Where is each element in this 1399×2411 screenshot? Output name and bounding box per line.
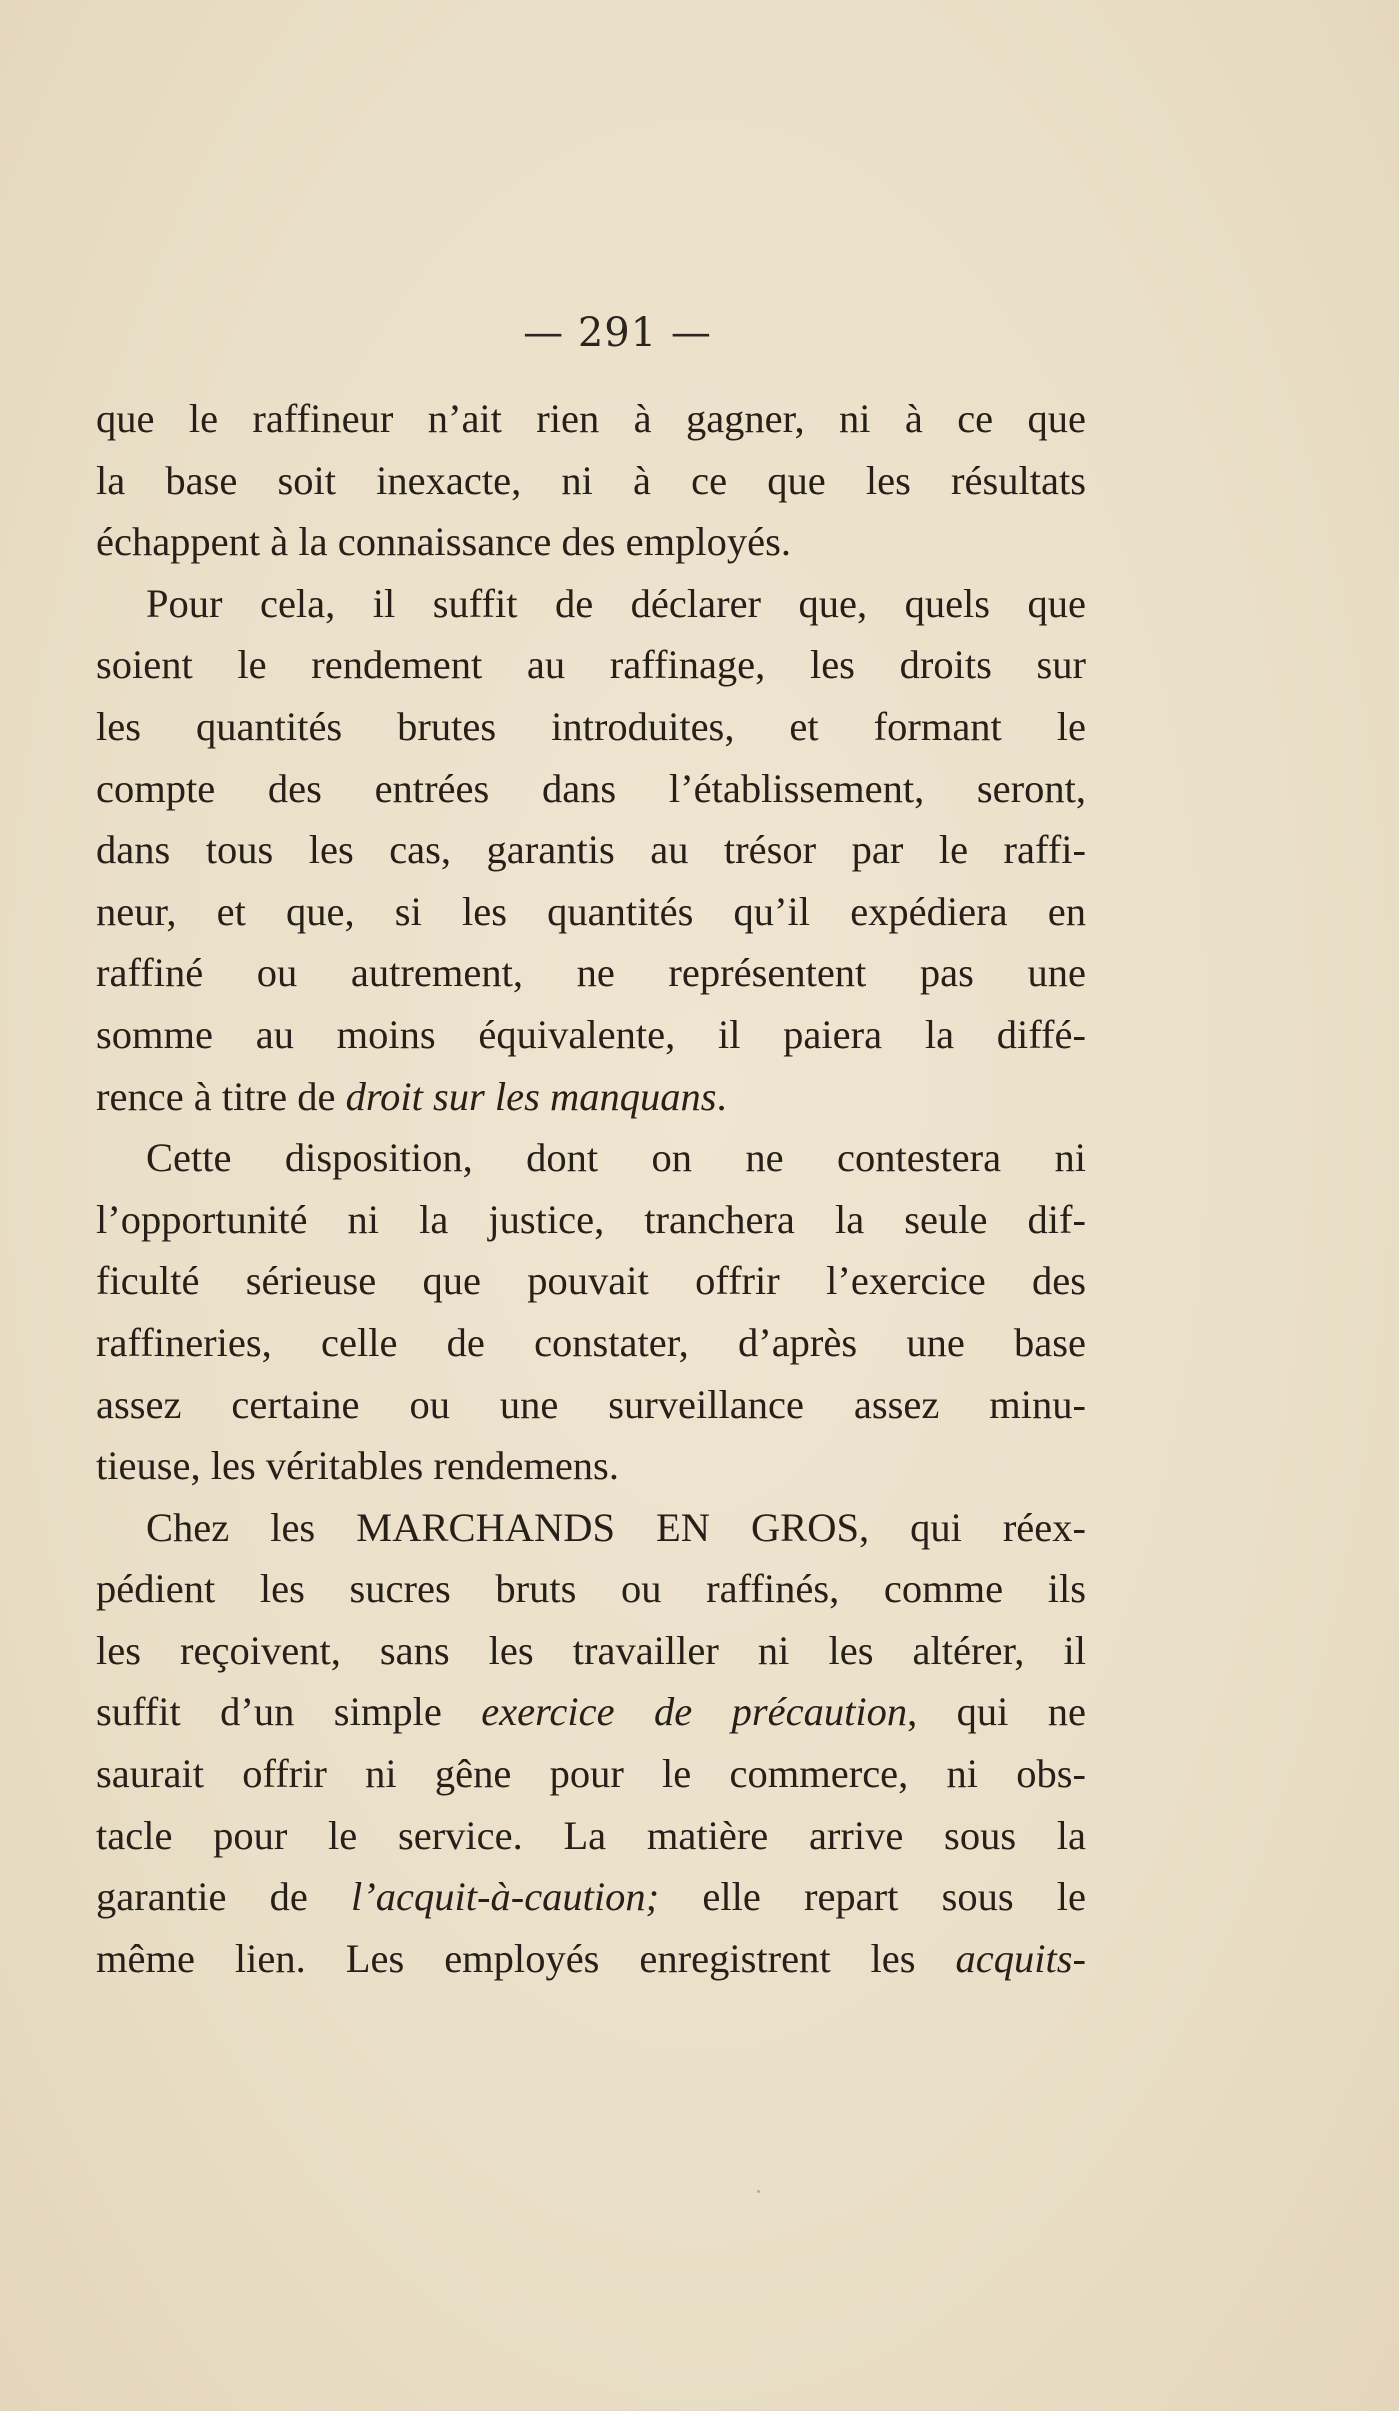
text-run: saurait offrir ni gêne pour le commerce, ni obs- bbox=[96, 1751, 1086, 1797]
italic-text: exercice de précaution bbox=[481, 1689, 908, 1735]
text-line bbox=[96, 881, 1086, 943]
italic-text: l’acquit-à-caution; bbox=[351, 1874, 660, 1920]
text-run: , qui ne bbox=[907, 1689, 1086, 1735]
text-line bbox=[96, 1374, 1086, 1436]
text-line bbox=[96, 1743, 1086, 1805]
text-run: raffiné ou autrement, ne représentent pas une bbox=[96, 950, 1086, 996]
text-line bbox=[96, 1312, 1086, 1374]
text-run: soient le rendement au raffinage, les droits sur bbox=[96, 642, 1086, 688]
text-line bbox=[96, 1189, 1086, 1251]
text-run: somme au moins équivalente, il paiera la diffé- bbox=[96, 1011, 1086, 1057]
text-line bbox=[96, 1004, 1086, 1066]
text-run: garantie de bbox=[96, 1874, 351, 1920]
text-line bbox=[96, 634, 1086, 696]
body-text bbox=[96, 388, 1086, 1989]
text-line bbox=[96, 1066, 1086, 1128]
italic-text: droit sur les manquans bbox=[345, 1073, 717, 1119]
text-line bbox=[96, 1620, 1086, 1682]
text-run: rence à titre de bbox=[96, 1073, 346, 1119]
page-number: — 291 — bbox=[523, 310, 712, 356]
text-line bbox=[96, 1681, 1086, 1743]
text-run: raffineries, celle de constater, d’après une base bbox=[96, 1319, 1086, 1365]
text-line bbox=[96, 511, 1086, 573]
text-line bbox=[96, 1127, 1086, 1189]
text-run: Pour cela, il suffit de déclarer que, quels que bbox=[146, 580, 1086, 626]
text-run: neur, et que, si les quantités qu’il expédiera en bbox=[96, 888, 1086, 934]
text-line bbox=[96, 1435, 1086, 1497]
paper-speck bbox=[757, 2190, 760, 2193]
text-run: pédient les sucres bruts ou raffinés, comme ils bbox=[96, 1566, 1086, 1612]
text-run: tieuse, les véritables rendemens. bbox=[96, 1443, 619, 1489]
text-run: que le raffineur n’ait rien à gagner, ni à ce que bbox=[96, 396, 1086, 441]
text-run: elle repart sous le bbox=[659, 1874, 1086, 1920]
italic-text: acquits- bbox=[955, 1935, 1086, 1981]
text-line bbox=[96, 1558, 1086, 1620]
text-line bbox=[96, 1866, 1086, 1928]
text-line bbox=[96, 942, 1086, 1004]
text-run: ficulté sérieuse que pouvait offrir l’exercice des bbox=[96, 1258, 1086, 1304]
text-run: même lien. Les employés enregistrent les bbox=[96, 1935, 956, 1981]
text-line bbox=[96, 450, 1086, 512]
text-run: Chez les MARCHANDS EN GROS, qui réex- bbox=[146, 1504, 1086, 1550]
text-line bbox=[96, 696, 1086, 758]
text-line bbox=[96, 1497, 1086, 1559]
text-line bbox=[96, 1250, 1086, 1312]
text-run: tacle pour le service. La matière arrive sous la bbox=[96, 1812, 1086, 1858]
text-line bbox=[96, 1928, 1086, 1990]
text-run: échappent à la connaissance des employés. bbox=[96, 519, 791, 565]
text-line bbox=[96, 758, 1086, 820]
text-run: dans tous les cas, garantis au trésor par le raffi- bbox=[96, 827, 1086, 873]
text-run: compte des entrées dans l’établissement, seront, bbox=[96, 765, 1086, 811]
text-run: Cette disposition, dont on ne contestera ni bbox=[146, 1135, 1086, 1181]
text-run: assez certaine ou une surveillance assez minu- bbox=[96, 1381, 1086, 1427]
text-line bbox=[96, 573, 1086, 635]
text-line bbox=[96, 1805, 1086, 1867]
text-line bbox=[96, 388, 1086, 450]
text-run: . bbox=[716, 1073, 727, 1119]
text-run: les reçoivent, sans les travailler ni les altérer, il bbox=[96, 1627, 1086, 1673]
text-run: suffit d’un simple bbox=[96, 1689, 482, 1735]
text-run: les quantités brutes introduites, et formant le bbox=[96, 703, 1086, 749]
text-run: la base soit inexacte, ni à ce que les résultats bbox=[96, 457, 1086, 503]
text-line bbox=[96, 819, 1086, 881]
text-run: l’opportunité ni la justice, tranchera la seule dif- bbox=[96, 1196, 1086, 1242]
